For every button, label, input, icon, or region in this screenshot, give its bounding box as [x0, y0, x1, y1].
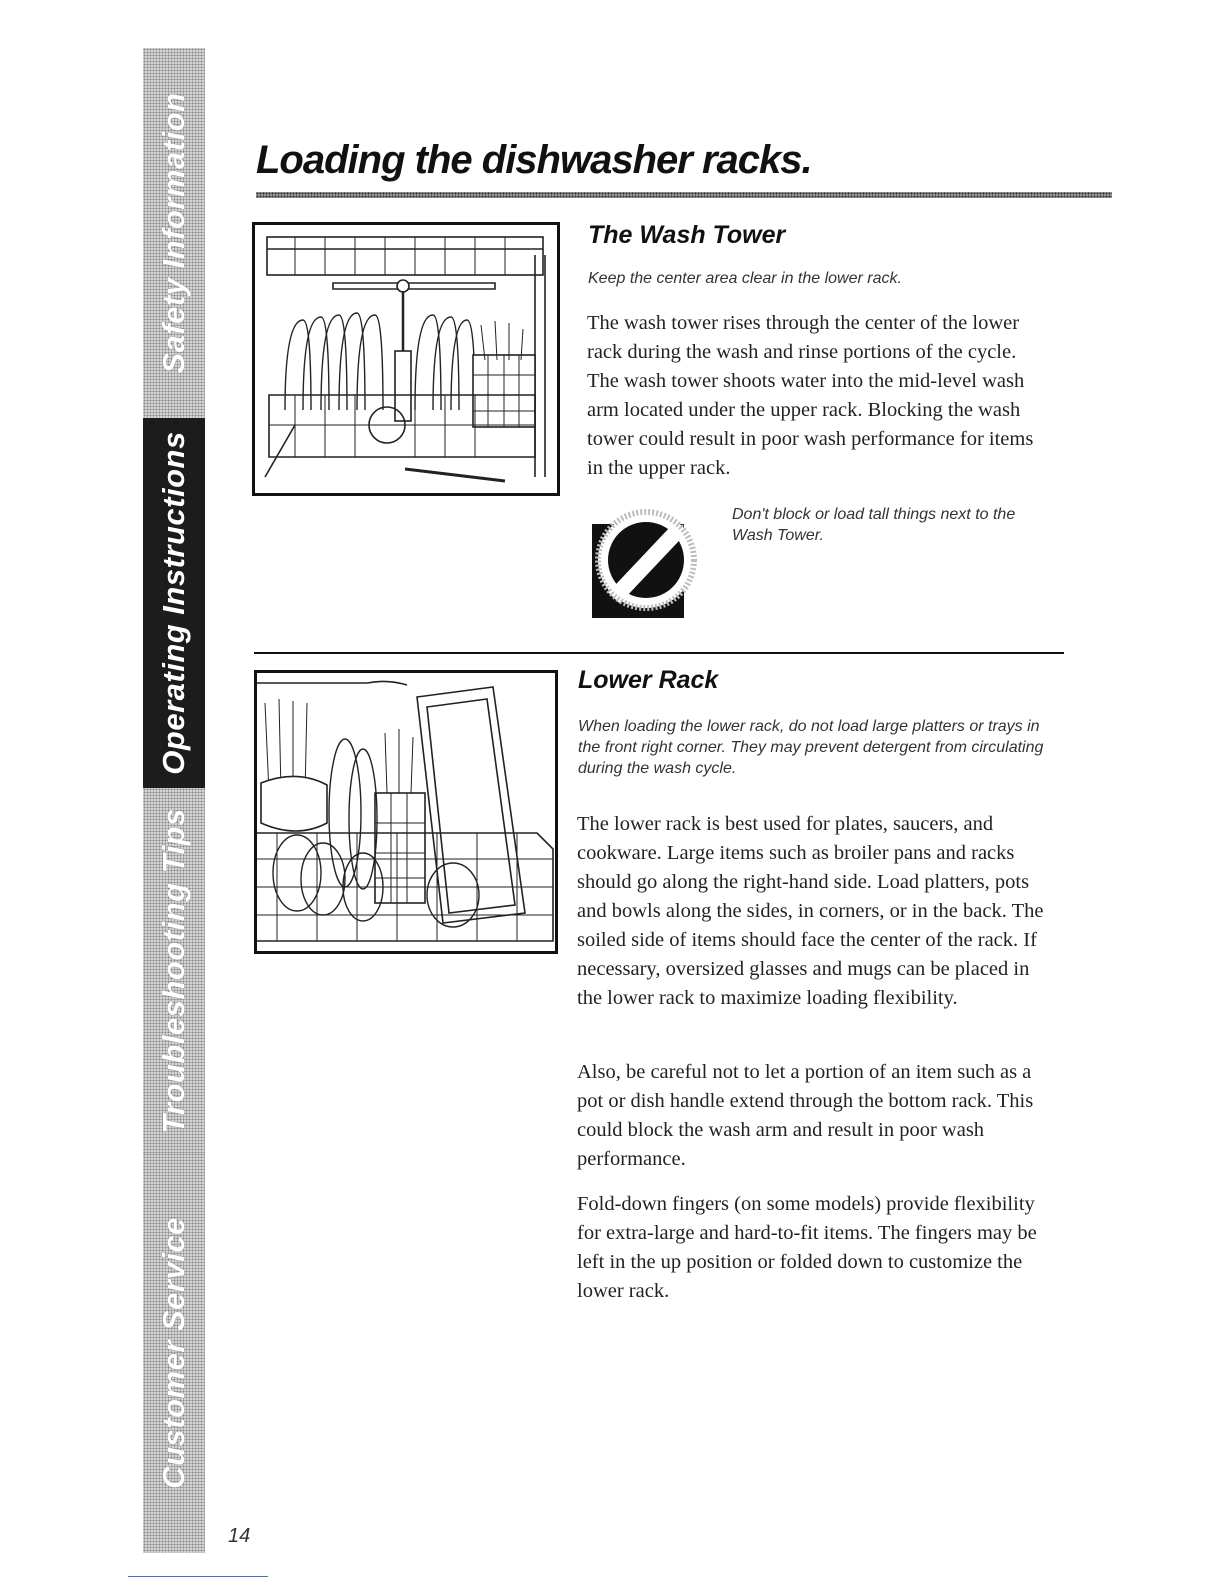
lower-rack-caption: When loading the lower rack, do not load large platters or trays in the front right corner. They may prevent detergent from circulating during the wash cycle. — [578, 718, 1044, 777]
tab-customer-service[interactable] — [143, 1153, 205, 1553]
wash-tower-body: The wash tower rises through the center of the lower rack during the wash and rinse portions of the cycle. The wash tower shoots water into the mid-level wash arm located under the upper rack. Blocking the wash tower could result in poor wash performance for items in the upper rack. — [587, 312, 1034, 479]
section-divider — [254, 652, 1064, 654]
lower-rack-heading: Lower Rack — [578, 666, 719, 694]
footer-link-rule — [128, 1576, 268, 1577]
wash-tower-heading: The Wash Tower — [588, 221, 786, 249]
title-rule — [256, 192, 1112, 198]
tab-safety-information[interactable] — [143, 48, 205, 418]
tab-operating-instructions-label: Operating Instructions — [156, 431, 191, 775]
wash-tower-caption: Keep the center area clear in the lower rack. — [588, 270, 902, 287]
wash-tower-warning: Don't block or load tall things next to the Wash Tower. — [732, 506, 1016, 544]
tab-operating-instructions[interactable] — [143, 418, 205, 788]
page-title: Loading the dishwasher racks. — [256, 138, 812, 182]
lower-rack-paragraph-1: The lower rack is best used for plates, saucers, and cookware. Large items such as broiler pans and racks should go along the right-hand side. Load platters, pots and bowls along the sides, in corners, or in the back. The soiled side of items should face the center of the rack. If necessary, oversized glasses and mugs can be placed in the lower rack to maximize loading flexibility. — [577, 813, 1044, 1009]
page-number: 14 — [228, 1525, 251, 1547]
tab-troubleshooting-tips-label: Troubleshooting Tips — [156, 807, 191, 1134]
lower-rack-paragraph-3: Fold-down fingers (on some models) provide flexibility for extra-large and hard-to-fit items. The fingers may be left in the up position or folded down to customize the lower rack. — [577, 1193, 1037, 1302]
tab-troubleshooting-tips[interactable] — [143, 788, 205, 1153]
lower-rack-illustration — [254, 670, 558, 954]
lower-rack-paragraph-2: Also, be careful not to let a portion of an item such as a pot or dish handle extend through the bottom rack. This could block the wash arm and result in poor wash performance. — [577, 1061, 1034, 1170]
side-tab-strip — [143, 48, 205, 1553]
no-tall-items-icon — [592, 504, 700, 618]
tab-safety-information-label: Safety Information — [156, 92, 191, 374]
wash-tower-illustration — [252, 222, 560, 496]
tab-customer-service-label: Customer Service — [156, 1217, 191, 1489]
